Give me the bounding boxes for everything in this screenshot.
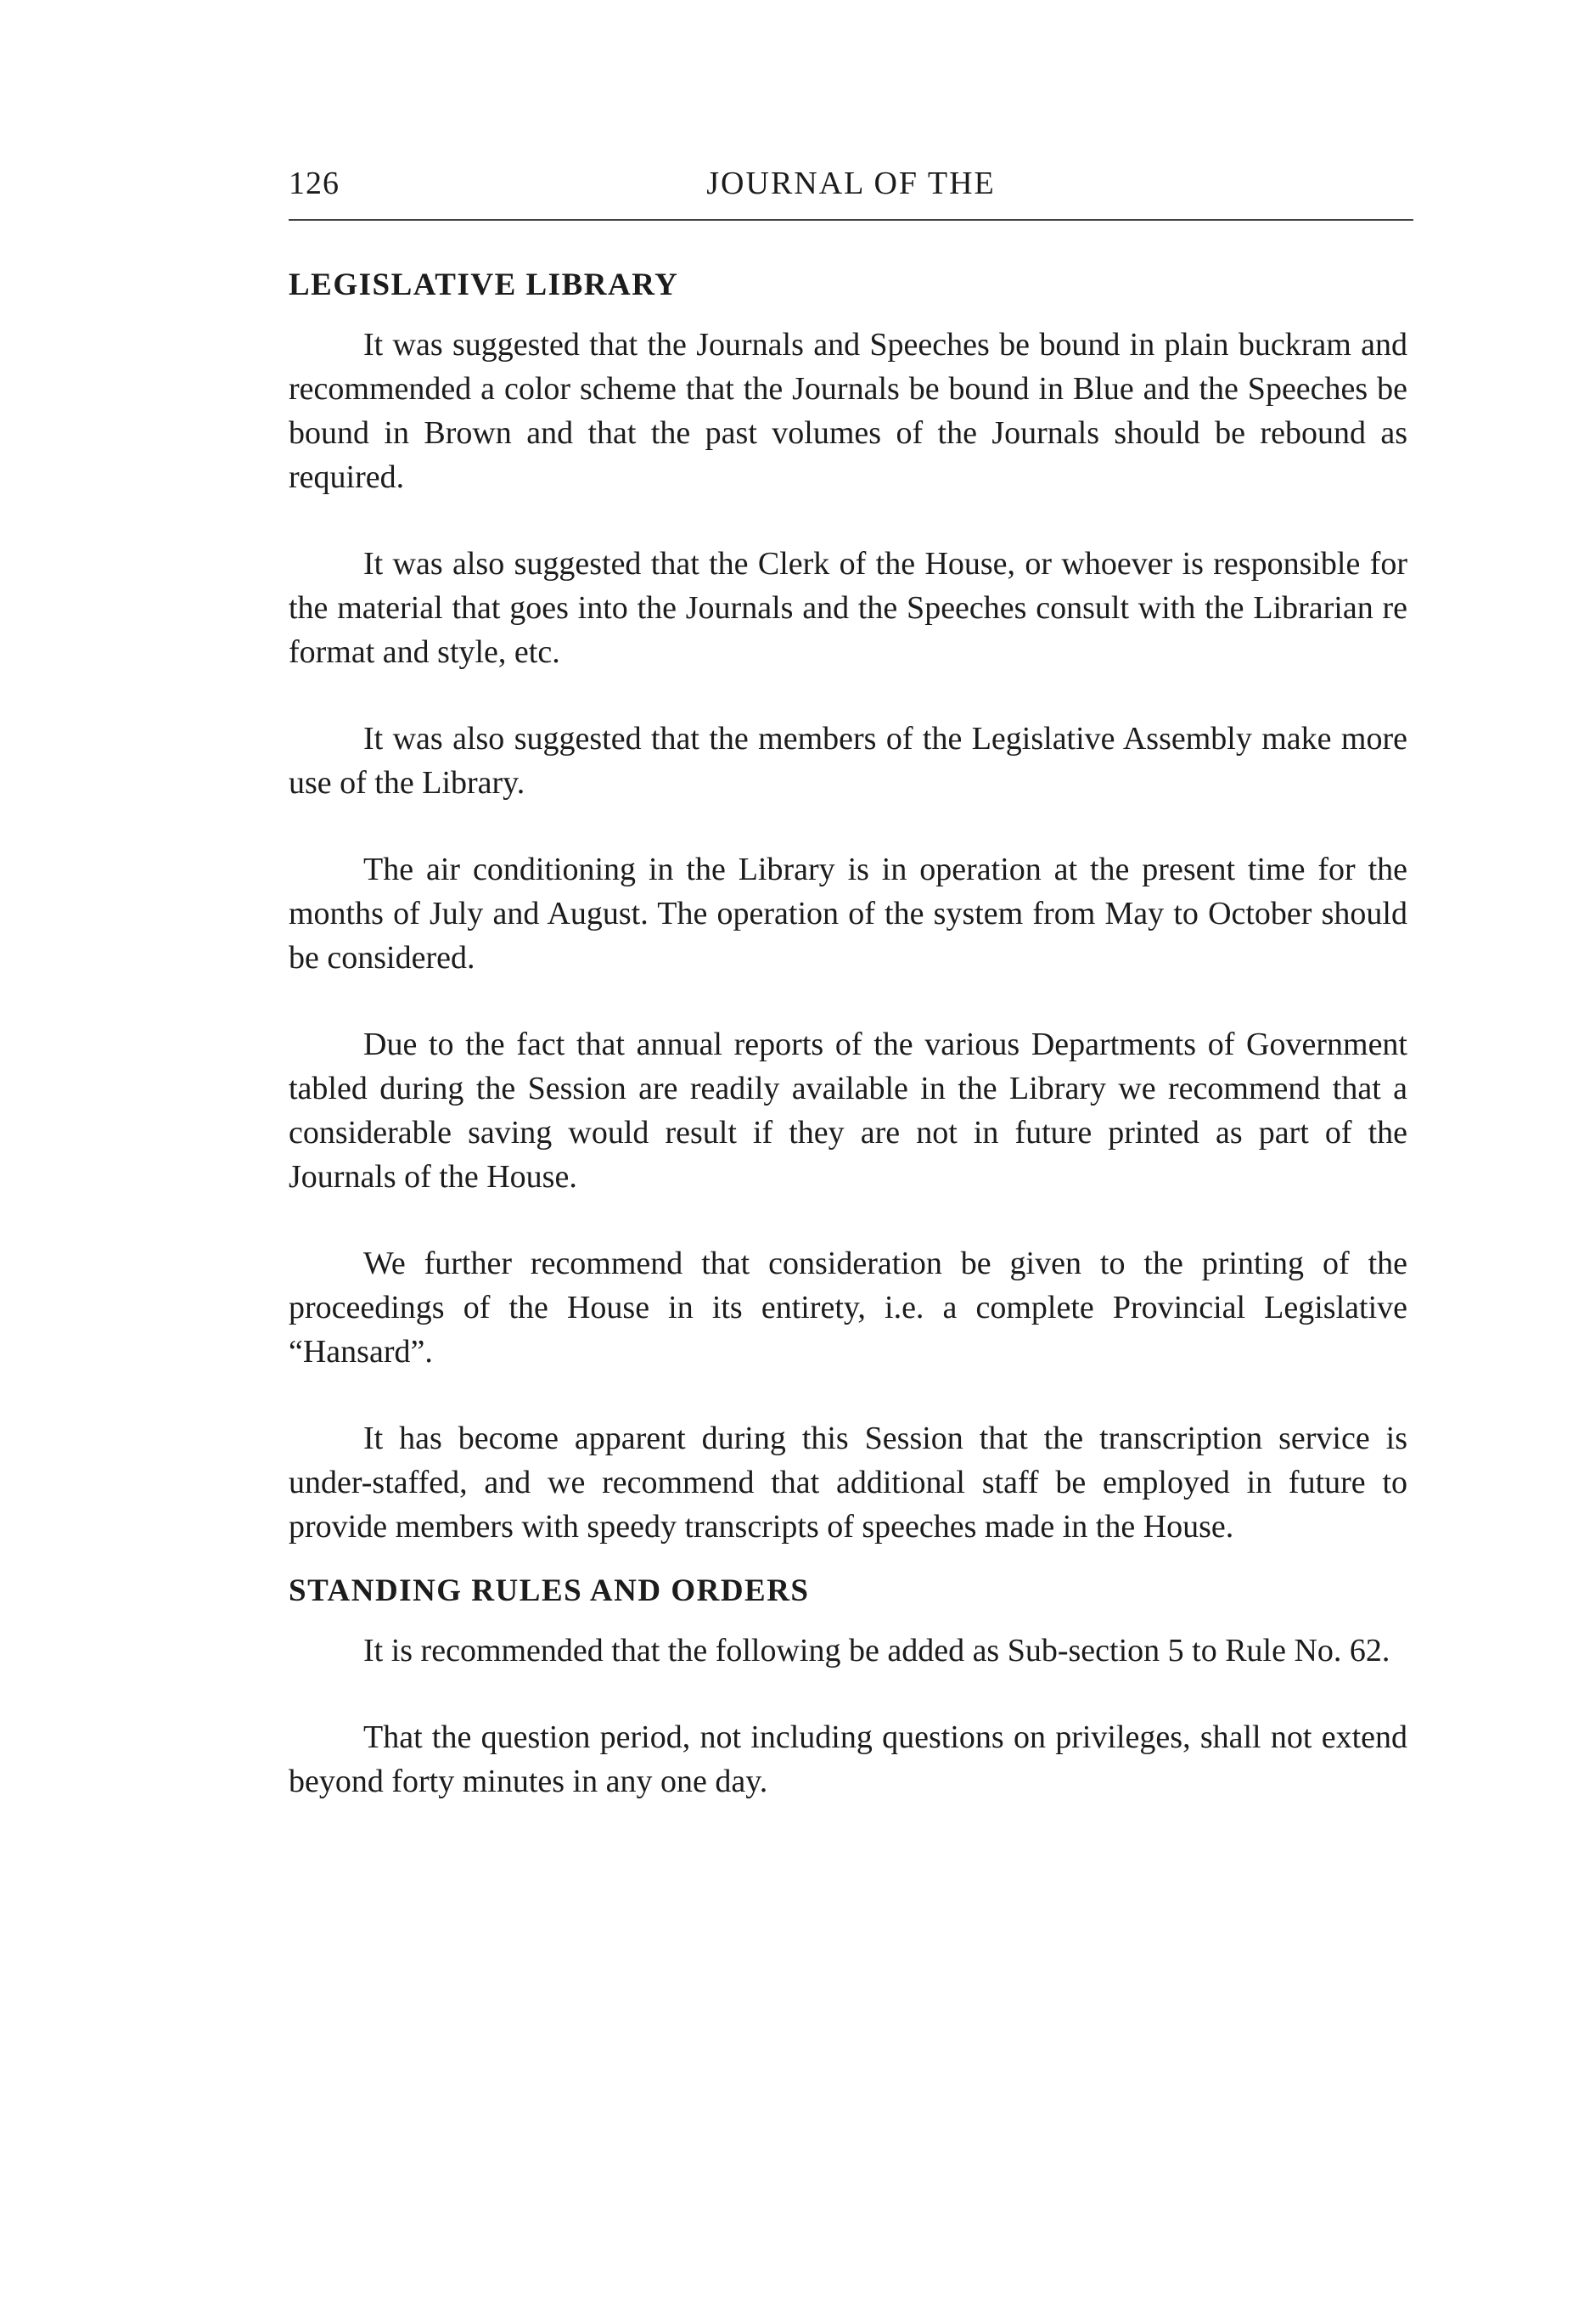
- section-heading-legislative-library: LEGISLATIVE LIBRARY: [289, 267, 679, 302]
- paragraph: Due to the fact that annual reports of the various Departments of Government tabled during the Session are readily available in the Library we recommend that a considerable saving would result if they are not in future printed as part of the Journals of the House.: [289, 1027, 1407, 1195]
- page-header: [289, 161, 1413, 205]
- paragraph: It was suggested that the Journals and Speeches be bound in plain buckram and recommended a color scheme that the Journals be bound in Blue and the Speeches be bound in Brown and that the past volumes of the Journals should be rebound as required.: [289, 327, 1407, 495]
- paragraph: The air conditioning in the Library is in operation at the present time for the months of July and August. The operation of the system from May to October should be considered.: [289, 852, 1407, 976]
- section-heading-standing-rules: STANDING RULES AND ORDERS: [289, 1573, 810, 1608]
- paragraph: We further recommend that consideration be given to the printing of the proceedings of the House in its entirety, i.e. a complete Provincial Legislative “Hansard”.: [289, 1246, 1407, 1370]
- running-head: JOURNAL OF THE: [706, 166, 996, 201]
- document-body: [289, 255, 1407, 1846]
- paragraph: It was also suggested that the members of the Legislative Assembly make more use of the Library.: [289, 721, 1407, 801]
- paragraph: That the question period, not including questions on privileges, shall not extend beyond forty minutes in any one day.: [289, 1719, 1407, 1799]
- paragraph: It has become apparent during this Session that the transcription service is under-staffed, and we recommend that additional staff be employed in future to provide members with speedy transcripts of speeches made in the House.: [289, 1421, 1407, 1545]
- paragraph: It was also suggested that the Clerk of the House, or whoever is responsible for the material that goes into the Journals and the Speeches consult with the Librarian re format and style, etc.: [289, 546, 1407, 670]
- paragraph: It is recommended that the following be added as Sub-section 5 to Rule No. 62.: [363, 1633, 1390, 1668]
- header-rule: [289, 219, 1413, 221]
- page-number: 126: [289, 166, 340, 201]
